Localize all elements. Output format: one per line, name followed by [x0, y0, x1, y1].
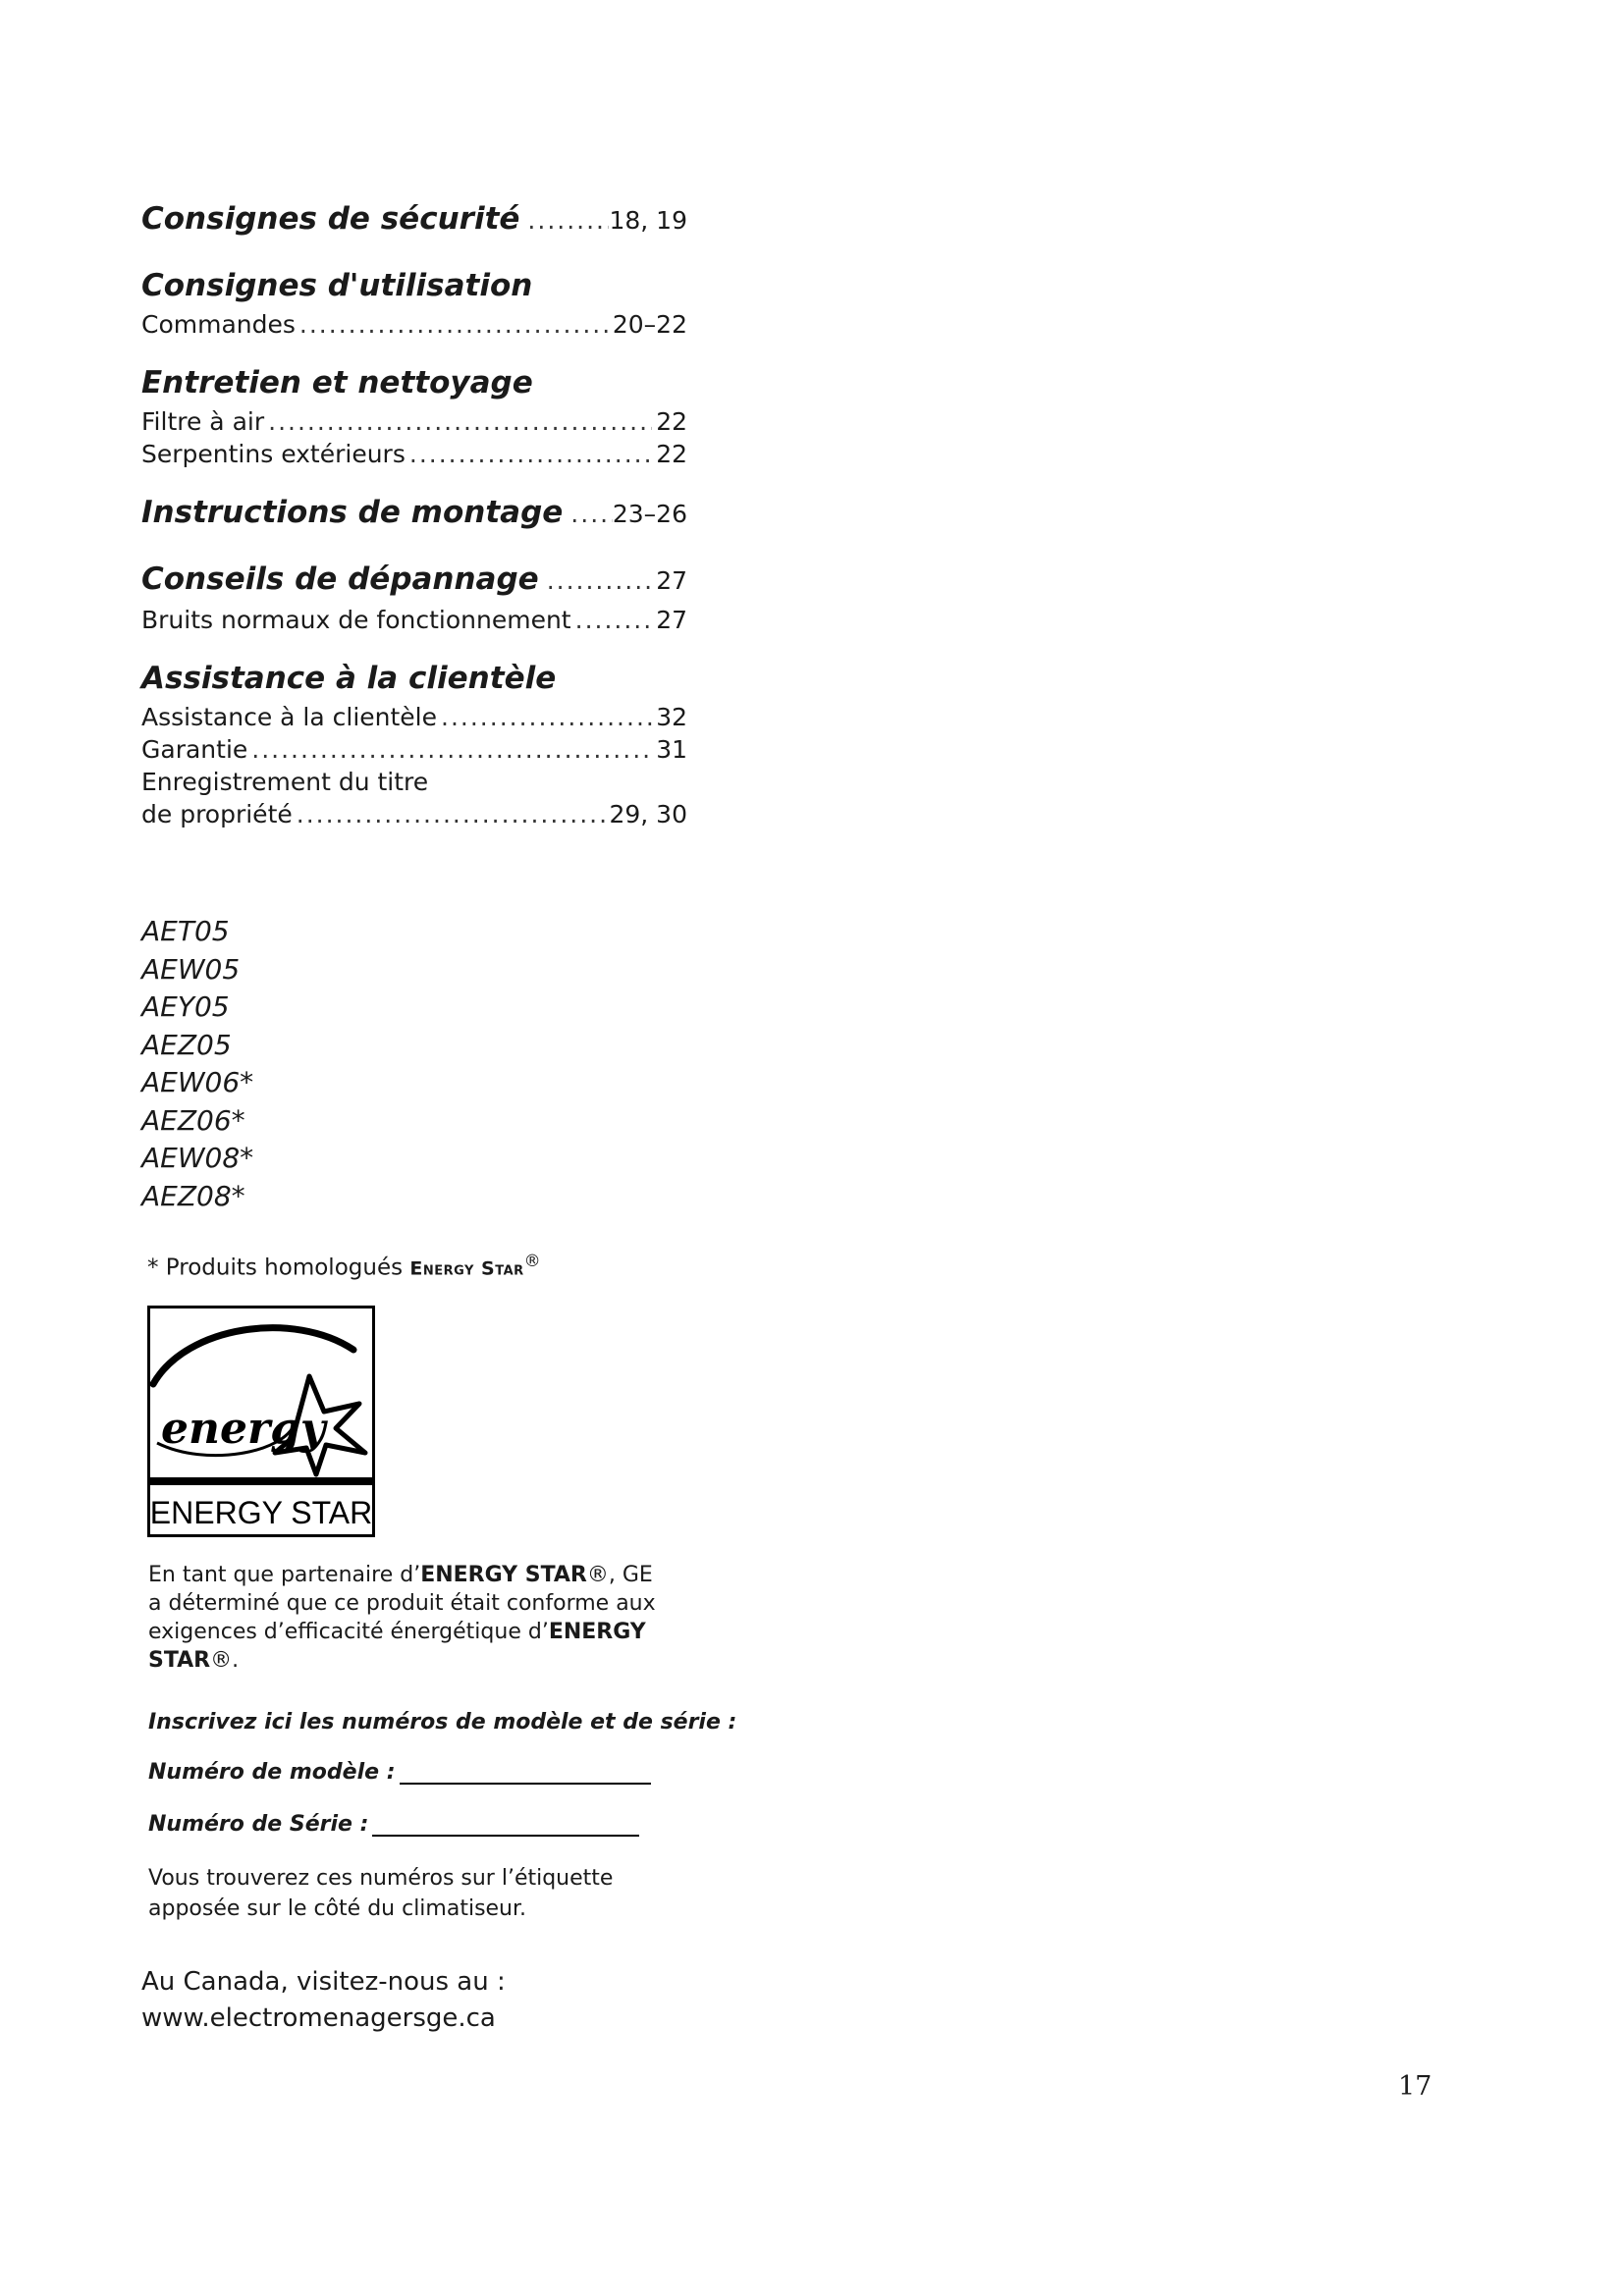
toc-entry-pages: 31: [656, 735, 687, 764]
toc-entry-pages: 20–22: [612, 310, 687, 339]
toc-entry-pages: 29, 30: [609, 800, 687, 828]
partner-text-3: ®.: [210, 1648, 240, 1673]
toc-section-troubleshooting: [141, 557, 687, 636]
toc-leader-dots: [570, 492, 613, 537]
toc-entry-pages: 32: [656, 703, 687, 731]
toc-leader-dots: [297, 798, 606, 830]
model-number: AEW05: [141, 952, 241, 986]
toc-heading-title: Consignes d'utilisation: [141, 268, 533, 303]
toc-section-support: [141, 656, 687, 830]
toc-entry[interactable]: [141, 405, 687, 438]
model-number: AEZ08*: [141, 1179, 245, 1212]
serial-number-line[interactable]: [372, 1813, 639, 1837]
energy-star-partner-text: [148, 1561, 669, 1675]
toc-section-safety: [141, 196, 687, 243]
canada-contact: [141, 1964, 506, 2037]
toc-section-care: [141, 360, 687, 470]
energy-star-footnote: [147, 1252, 541, 1281]
toc-entry-label: Garantie: [141, 735, 248, 764]
toc-heading[interactable]: [141, 557, 687, 604]
toc-section-installation: [141, 490, 687, 537]
partner-brand-1: ENERGY STAR: [420, 1563, 587, 1587]
toc-heading-title: Assistance à la clientèle: [141, 661, 557, 696]
toc-entry-label: Serpentins extérieurs: [141, 440, 406, 468]
toc-entry-label: Commandes: [141, 310, 296, 339]
toc-heading[interactable]: [141, 360, 687, 405]
energy-star-logo: [147, 1306, 375, 1537]
page-number: 17: [1398, 2071, 1433, 2102]
toc-leader-dots: [299, 308, 609, 341]
toc-leader-dots: [441, 701, 652, 733]
toc-section-operating: [141, 263, 687, 341]
toc-heading[interactable]: [141, 490, 687, 537]
toc-heading-pages: 18, 19: [609, 206, 687, 235]
toc-entry[interactable]: [141, 733, 687, 766]
model-number: AEZ06*: [141, 1103, 245, 1137]
table-of-contents: [141, 196, 687, 850]
partner-brand-2: ENERGY STAR: [148, 1620, 646, 1673]
toc-entry-label: Enregistrement du titre: [141, 768, 429, 796]
model-number: AEY05: [141, 990, 230, 1023]
toc-heading[interactable]: [141, 263, 687, 308]
footnote-reg: ®: [523, 1252, 541, 1271]
toc-leader-dots: [268, 405, 652, 438]
record-numbers-title: Inscrivez ici les numéros de modèle et de série :: [148, 1710, 737, 1735]
toc-heading-title: Consignes de sécurité: [141, 201, 520, 237]
partner-text-2: ®, GE a déterminé que ce produit était conforme aux exigences d’efficacité énergétique d’: [148, 1563, 656, 1644]
toc-entry-registration-line1[interactable]: [141, 766, 687, 798]
toc-leader-dots: [251, 733, 652, 766]
toc-heading-title: Instructions de montage: [141, 495, 564, 530]
toc-entry-label: Assistance à la clientèle: [141, 703, 438, 731]
model-number: AEZ05: [141, 1028, 232, 1061]
footnote-prefix: * Produits homologués: [147, 1255, 410, 1281]
toc-leader-dots: [575, 604, 653, 636]
toc-entry-label: Filtre à air: [141, 407, 265, 436]
toc-entry-pages: 22: [656, 440, 687, 468]
toc-heading[interactable]: [141, 656, 687, 701]
toc-entry-registration[interactable]: [141, 798, 687, 830]
toc-leader-dots: [547, 559, 656, 604]
toc-leader-dots: [527, 198, 609, 243]
model-number-field[interactable]: [148, 1760, 651, 1785]
logo-label: ENERGY STAR: [149, 1495, 373, 1530]
toc-heading[interactable]: [141, 196, 687, 243]
toc-heading-pages: 23–26: [612, 500, 687, 528]
toc-entry[interactable]: [141, 438, 687, 470]
toc-entry-pages: 22: [656, 407, 687, 436]
toc-heading-pages: 27: [656, 566, 687, 595]
model-number: AEW08*: [141, 1142, 254, 1174]
logo-script-text: energy: [161, 1404, 326, 1454]
model-number-line[interactable]: [400, 1761, 651, 1785]
locate-numbers-text: Vous trouverez ces numéros sur l’étiquette apposée sur le côté du climatiseur.: [148, 1866, 614, 1921]
toc-leader-dots: [409, 438, 652, 470]
model-number: AEW06*: [141, 1066, 254, 1098]
serial-number-label: Numéro de Série :: [148, 1812, 369, 1837]
toc-entry-label: Bruits normaux de fonctionnement: [141, 606, 571, 634]
toc-heading-title: Conseils de dépannage: [141, 561, 539, 597]
toc-entry[interactable]: [141, 308, 687, 341]
model-list: [141, 913, 253, 1215]
toc-entry[interactable]: [141, 701, 687, 733]
website-link[interactable]: www.electromenagersge.ca: [141, 2003, 496, 2033]
toc-entry-label: de propriété: [141, 800, 293, 828]
canada-visit-text: Au Canada, visitez-nous au :: [141, 1967, 506, 1997]
toc-entry-pages: 27: [656, 606, 687, 634]
toc-entry[interactable]: [141, 604, 687, 636]
footnote-brand: Energy Star: [409, 1257, 524, 1280]
partner-text-1: En tant que partenaire d’: [148, 1563, 421, 1587]
toc-heading-title: Entretien et nettoyage: [141, 365, 533, 400]
model-number: AET05: [141, 915, 230, 947]
serial-number-field[interactable]: [148, 1812, 639, 1837]
model-number-label: Numéro de modèle :: [148, 1760, 396, 1785]
